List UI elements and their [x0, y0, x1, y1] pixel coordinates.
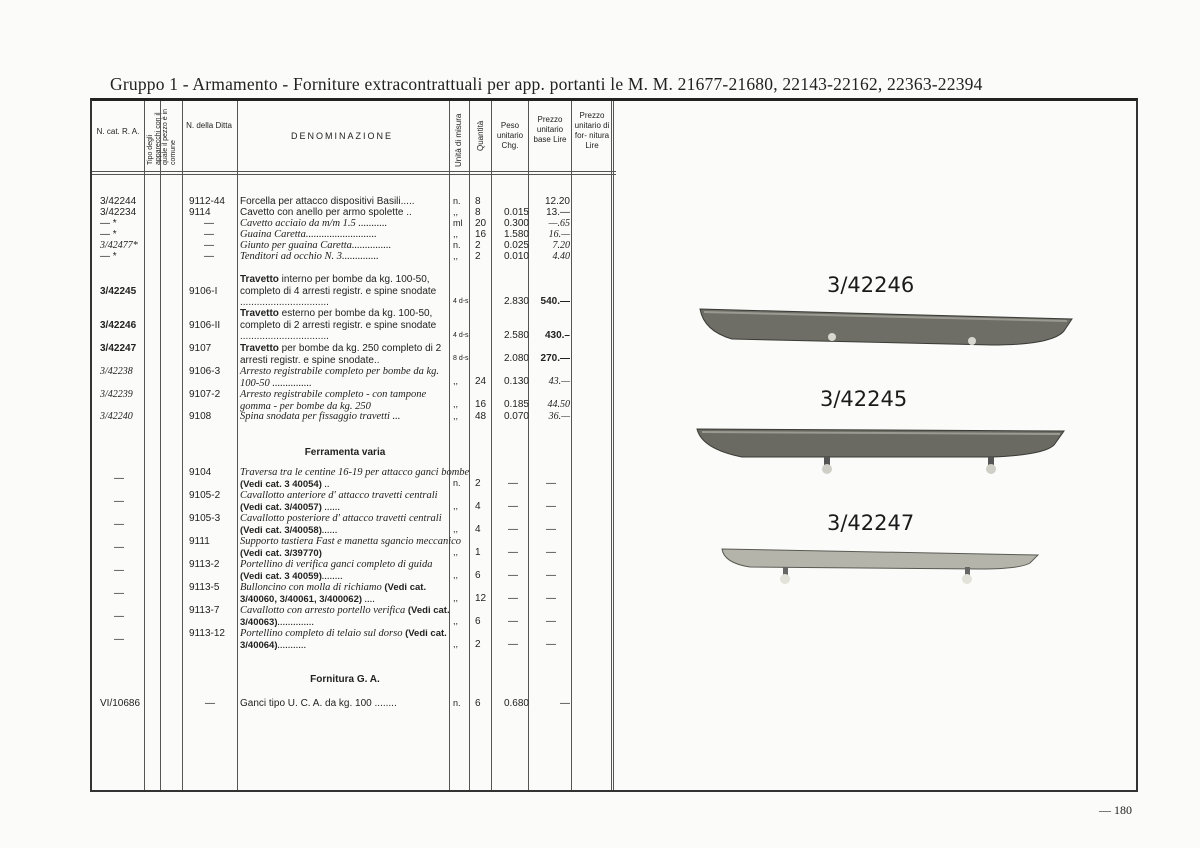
cell-desc-text: per bombe da kg. 250 completo di 2 arresti registr. e spine snodate..: [240, 343, 442, 366]
cell-desc-tail: ..: [321, 478, 330, 490]
cell-unit: ,,: [453, 593, 459, 603]
cell-desc: [240, 366, 450, 389]
cell-desc-text: Arresto registrabile completo - con tampone gomma - per bombe da kg. 250: [240, 389, 427, 412]
col-header-quantita: Quantità: [476, 120, 485, 151]
cell-peso: 0.010: [503, 251, 529, 262]
cell-peso: —: [508, 639, 518, 650]
col-header-unita: Unità di misura: [454, 113, 463, 167]
cell-base: 43.—: [548, 376, 570, 387]
col-header-ditta: N. della Ditta: [186, 121, 232, 130]
cell-peso: —: [508, 570, 518, 581]
cell-cat: 3/42238: [100, 366, 133, 377]
cell-peso: 0.185: [503, 399, 529, 410]
cell-desc-tail: ......: [321, 501, 341, 513]
cell-desc: [240, 467, 470, 490]
cell-base: —: [560, 698, 570, 709]
cell-ditta: 9107-2: [189, 389, 221, 400]
cell-ditta: —: [205, 698, 215, 709]
cell-desc: Guaina Caretta...........................: [240, 229, 377, 240]
cell-desc-ref: (Vedi cat. 3 40059): [240, 570, 322, 582]
col-header-cat: N. cat. R. A.: [96, 127, 140, 136]
cell-desc-ref: (Vedi cat. 3/40064): [240, 628, 447, 651]
cell-qty: 6: [475, 616, 481, 627]
cell-ditta: 9105-2: [189, 490, 221, 501]
cell-desc-ref: (Vedi cat. 3/40060, 3/40061, 3/400062): [240, 582, 427, 605]
cell-ditta: —: [204, 229, 214, 240]
cell-desc-text: Portellino di verifica ganci completo di guida: [240, 559, 433, 570]
cell-desc: Giunto per guaina Caretta...............: [240, 240, 392, 251]
cell-unit: ,,: [453, 251, 459, 261]
cell-desc-bold: Travetto: [240, 274, 279, 285]
cell-base: 430.–: [544, 330, 570, 341]
cell-base: —: [546, 524, 556, 535]
cell-unit: ml: [453, 218, 463, 228]
cell-cat: 3/42246: [100, 320, 137, 331]
col-header-tipo: Tipo degli apparecchi con il quale il pezzo è in comune: [147, 108, 177, 165]
cell-ditta: 9106-I: [189, 286, 218, 297]
cell-unit: ,,: [453, 501, 459, 511]
cell-unit: ,,: [453, 229, 459, 239]
cell-base: 540.—: [540, 296, 570, 307]
cell-unit: ,,: [453, 524, 459, 534]
cell-qty: 4: [475, 524, 481, 535]
cell-desc-ref: (Vedi cat. 3/40058): [240, 524, 322, 536]
cell-ditta: 9111: [189, 536, 210, 547]
col-header-denominazione: DENOMINAZIONE: [290, 131, 393, 141]
cell-base: 44.50: [547, 399, 570, 410]
figure-label-top: 3/42246: [827, 273, 915, 297]
cell-ditta: —: [204, 240, 214, 251]
cell-ditta: 9113-12: [189, 628, 225, 639]
cell-cat: — *: [100, 229, 117, 240]
parts-table: [92, 101, 616, 790]
cell-cat: — *: [100, 218, 117, 229]
page-title: Gruppo 1 - Armamento - Forniture extracontrattuali per app. portanti le M. M. 21677-21680, 22143-22162, 22363-22394: [110, 74, 983, 94]
cell-qty: 8: [475, 207, 481, 218]
cell-desc: [240, 628, 450, 651]
cell-desc-tail: ........: [321, 570, 343, 582]
cell-peso: 0.015: [503, 207, 529, 218]
cell-base: 12.20: [544, 196, 570, 207]
cell-peso: —: [508, 547, 518, 558]
cell-desc: [240, 536, 462, 559]
cell-qty: 2: [475, 478, 481, 489]
cell-cat: —: [114, 588, 124, 599]
cell-qty: 8: [475, 196, 481, 207]
cell-cat: 3/42477*: [100, 240, 138, 251]
cell-desc-text: Arresto registrabile completo per bombe da kg. 100-50 ...............: [240, 366, 439, 389]
catalog-frame: [90, 98, 1138, 792]
cell-unit: n.: [453, 196, 461, 206]
cell-peso: 2.580: [503, 330, 529, 341]
travetto-image-42246: [692, 301, 1082, 353]
cell-unit: ,,: [453, 207, 459, 217]
cell-cat: 3/42239: [100, 389, 133, 400]
cell-cat: — *: [100, 251, 117, 262]
cell-unit: 8 d-s: [453, 355, 469, 362]
figure-label-bottom: 3/42247: [827, 511, 915, 535]
cell-desc: Tenditori ad occhio N. 3..............: [240, 251, 379, 262]
cell-desc: [240, 490, 450, 513]
cell-unit: ,,: [453, 570, 459, 580]
figure-label-middle: 3/42245: [820, 387, 908, 411]
cell-cat: VI/10686: [100, 698, 141, 709]
cell-desc-text: Portellino completo di telaio sul dorso: [240, 628, 403, 639]
cell-peso: 1.580: [503, 229, 529, 240]
cell-desc-tail: ..............: [277, 616, 315, 628]
cell-unit: ,,: [453, 547, 459, 557]
cell-desc-text: Supporto tastiera Fast e manetta sgancio meccanico: [240, 536, 462, 547]
cell-peso: —: [508, 593, 518, 604]
cell-desc-ref: (Vedi cat. 3/39770): [240, 547, 322, 559]
cell-ditta: 9105-3: [189, 513, 221, 524]
cell-desc: Ganci tipo U. C. A. da kg. 100 ........: [240, 698, 397, 709]
cell-base: —: [546, 616, 556, 627]
cell-cat: 3/42240: [100, 411, 133, 422]
cell-ditta: 9106-3: [189, 366, 221, 377]
page-number: — 180: [1099, 803, 1132, 817]
cell-desc: [240, 274, 450, 309]
cell-unit: n.: [453, 698, 461, 708]
cell-ditta: 9113-2: [189, 559, 220, 570]
cell-base: 13.—: [546, 207, 570, 218]
cell-unit: ,,: [453, 639, 459, 649]
cell-desc-text: Cavallotto anteriore d' attacco travetti centrali: [240, 490, 438, 501]
cell-peso: 0.680: [503, 698, 529, 709]
cell-desc-text: Cavallotto posteriore d' attacco travetti centrali: [240, 513, 442, 524]
cell-desc-tail: ......: [321, 524, 338, 536]
cell-unit: ,,: [453, 411, 459, 421]
cell-peso: 0.300: [503, 218, 529, 229]
cell-base: 16.—: [548, 229, 570, 240]
cell-desc-ref: (Vedi cat. 3 40054): [240, 478, 322, 490]
cell-base: 4.40: [552, 251, 570, 262]
cell-unit: 4 d-s: [453, 298, 469, 305]
cell-cat: 3/42245: [100, 286, 137, 297]
cell-desc: [240, 582, 450, 605]
cell-cat: —: [114, 634, 124, 645]
cell-cat: —: [114, 473, 124, 484]
section-title-fornitura: Fornitura G. A.: [310, 674, 380, 685]
cell-ditta: 9114: [189, 207, 211, 218]
cell-cat: —: [114, 542, 124, 553]
cell-desc: Forcella per attacco dispositivi Basili.....: [240, 196, 415, 207]
cell-base: —.65: [548, 218, 570, 229]
col-header-prezzo-base: Prezzo unitario base Lire: [533, 115, 567, 144]
cell-desc: Cavetto con anello per armo spolette ..: [240, 207, 412, 218]
cell-desc: [240, 343, 450, 366]
cell-ditta: 9108: [189, 411, 212, 422]
cell-desc-text: esterno per bombe da kg. 100-50, completo di 2 arresti registr. e spine snodate ................................: [240, 308, 437, 342]
cell-peso: 0.130: [503, 376, 529, 387]
cell-cat: —: [114, 611, 124, 622]
cell-desc-text: Spina snodata per fissaggio travetti ...: [240, 411, 401, 422]
cell-qty: 24: [475, 376, 487, 387]
cell-desc-bold: Travetto: [240, 308, 279, 319]
cell-unit: 4 d-s: [453, 332, 469, 339]
cell-base: —: [546, 639, 556, 650]
cell-base: —: [546, 478, 556, 489]
cell-desc-text: Cavallotto con arresto portello verifica: [240, 605, 406, 616]
cell-base: —: [546, 593, 556, 604]
cell-base: 7.20: [552, 240, 570, 251]
cell-ditta: 9113-5: [189, 582, 220, 593]
cell-desc: Cavetto acciaio da m/m 1.5 ...........: [240, 218, 388, 229]
cell-unit: n.: [453, 478, 461, 488]
cell-qty: 6: [475, 570, 481, 581]
cell-peso: 0.070: [503, 411, 529, 422]
cell-cat: —: [114, 565, 124, 576]
cell-desc: [240, 513, 450, 536]
travetto-image-42247: [720, 545, 1042, 593]
cell-desc-tail: ...........: [277, 639, 307, 651]
cell-desc: [240, 605, 450, 628]
cell-ditta: 9104: [189, 467, 212, 478]
cell-unit: ,,: [453, 399, 459, 409]
cell-desc-text: interno per bombe da kg. 100-50, completo di 4 arresti registr. e spine snodate ................................: [240, 274, 437, 308]
cell-qty: 2: [475, 240, 481, 251]
cell-cat: 3/42247: [100, 343, 137, 354]
cell-ditta: 9113-7: [189, 605, 220, 616]
cell-peso: —: [508, 478, 518, 489]
cell-desc-ref: (Vedi cat. 3/40057): [240, 501, 322, 513]
cell-qty: 16: [475, 229, 487, 240]
cell-unit: ,,: [453, 616, 459, 626]
cell-cat: 3/42244: [100, 196, 137, 207]
cell-ditta: —: [204, 251, 214, 262]
cell-qty: 6: [475, 698, 481, 709]
cell-qty: 1: [475, 547, 481, 558]
cell-qty: 4: [475, 501, 481, 512]
cell-cat: 3/42234: [100, 207, 137, 218]
cell-cat: —: [114, 496, 124, 507]
cell-qty: 48: [475, 411, 487, 422]
cell-desc-text: Traversa tra le centine 16-19 per attacco ganci bombe: [240, 467, 470, 478]
cell-desc-tail: ....: [362, 593, 376, 605]
cell-unit: n.: [453, 240, 461, 250]
cell-desc: [240, 389, 450, 412]
cell-desc: [240, 411, 450, 423]
cell-qty: 12: [475, 593, 487, 604]
cell-peso: —: [508, 616, 518, 627]
cell-peso: 2.830: [503, 296, 529, 307]
cell-ditta: 9107: [189, 343, 212, 354]
cell-unit: ,,: [453, 376, 459, 386]
cell-ditta: —: [204, 218, 214, 229]
cell-peso: —: [508, 501, 518, 512]
cell-base: —: [546, 570, 556, 581]
cell-peso: —: [508, 524, 518, 535]
cell-base: —: [546, 501, 556, 512]
cell-qty: 20: [475, 218, 487, 229]
section-title-ferramenta: Ferramenta varia: [304, 447, 386, 458]
cell-desc: [240, 308, 450, 343]
col-header-peso: Peso unitario Chg.: [496, 121, 524, 150]
cell-qty: 2: [475, 251, 481, 262]
cell-qty: 2: [475, 639, 481, 650]
cell-cat: —: [114, 519, 124, 530]
cell-ditta: 9112-44: [189, 196, 225, 207]
cell-peso: 0.025: [503, 240, 529, 251]
cell-desc-bold: Travetto: [240, 343, 279, 354]
cell-qty: 16: [475, 399, 487, 410]
cell-desc: [240, 559, 450, 582]
cell-base: 270.—: [540, 353, 570, 364]
col-header-prezzo-fornitura: Prezzo unitario di for- nitura Lire: [574, 111, 610, 150]
cell-base: 36.—: [548, 411, 570, 422]
cell-desc-text: Bulloncino con molla di richiamo: [240, 582, 382, 593]
cell-base: —: [546, 547, 556, 558]
travetto-image-42245: [692, 423, 1072, 483]
cell-desc-ref: (Vedi cat. 3/40063): [240, 605, 450, 628]
cell-peso: 2.080: [503, 353, 529, 364]
cell-ditta: 9106-II: [189, 320, 221, 331]
